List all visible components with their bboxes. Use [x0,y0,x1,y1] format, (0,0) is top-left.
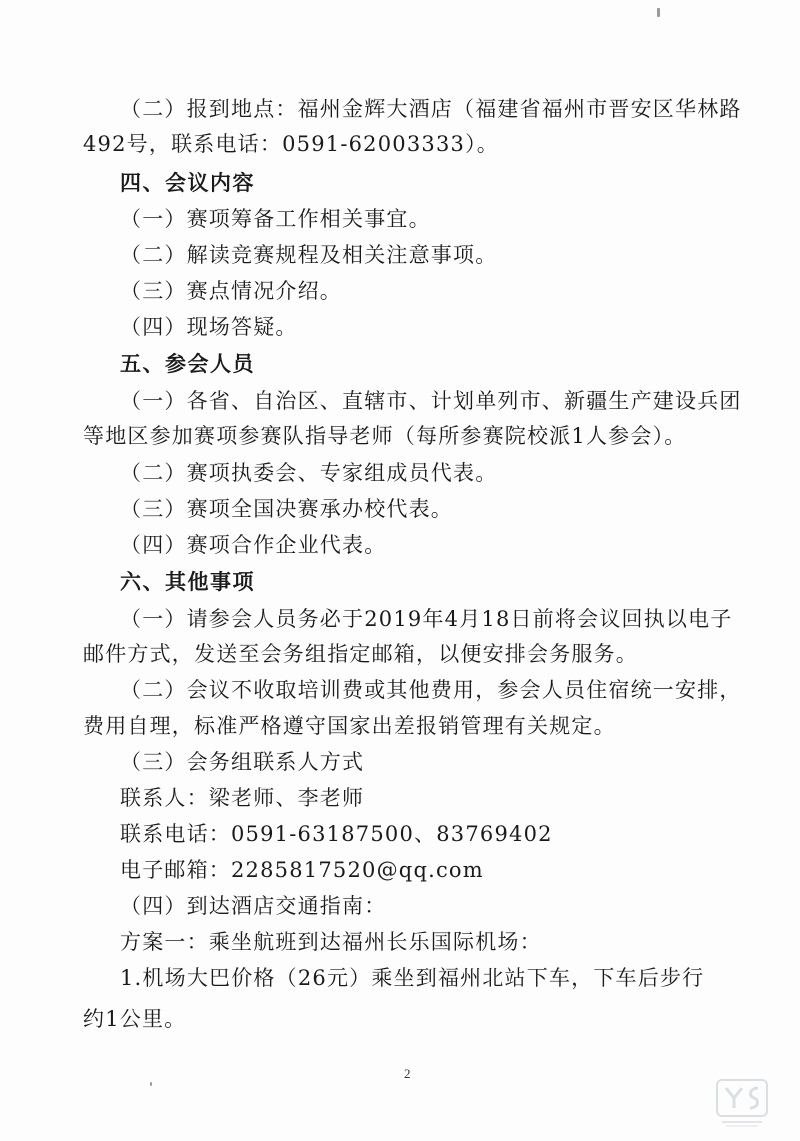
paragraph-line: （二）解读竞赛规程及相关注意事项。 [120,243,498,267]
paragraph-line: （三）赛点情况介绍。 [120,279,342,303]
paragraph-line: （一）赛项筹备工作相关事宜。 [120,207,431,231]
paragraph-line: （一）各省、自治区、直辖市、计划单列市、新疆生产建设兵团 [120,389,742,413]
scan-speck [150,1082,152,1086]
paragraph-line: 492号，联系电话：0591-62003333）。 [83,132,500,156]
paragraph-line: 邮件方式，发送至会务组指定邮箱，以便安排会务服务。 [83,642,638,666]
paragraph-line: （四）到达酒店交通指南： [120,894,387,918]
paragraph-line: 1.机场大巴价格（26元）乘坐到福州北站下车，下车后步行 [120,966,705,990]
section-heading: 四、会议内容 [120,171,255,195]
paragraph-line: （三）会务组联系人方式 [120,750,365,774]
paragraph-line: （二）赛项执委会、专家组成员代表。 [120,461,498,485]
publisher-stamp-icon [714,1074,770,1130]
paragraph-line: （二）会议不收取培训费或其他费用，参会人员住宿统一安排， [120,678,742,702]
paragraph-line: 联系电话：0591-63187500、83769402 [120,822,553,846]
section-heading: 五、参会人员 [120,352,255,376]
paragraph-line: 等地区参加赛项参赛队指导老师（每所参赛院校派1人参会）。 [83,424,687,448]
section-heading: 六、其他事项 [120,570,255,594]
paragraph-line: 费用自理，标准严格遵守国家出差报销管理有关规定。 [83,714,616,738]
paragraph-line: 电子邮箱：2285817520@qq.com [120,858,484,882]
paragraph-line: （四）现场答疑。 [120,315,298,339]
paragraph-line: （四）赛项合作企业代表。 [120,533,387,557]
scan-speck [657,8,660,17]
paragraph-line: 约1公里。 [83,1007,187,1031]
page-number: 2 [404,1066,411,1081]
paragraph-line: 联系人：梁老师、李老师 [120,786,365,810]
paragraph-line: 方案一：乘坐航班到达福州长乐国际机场： [120,930,542,954]
paragraph-line: （一）请参会人员务必于2019年4月18日前将会议回执以电子 [120,607,733,631]
paragraph-line: （二）报到地点：福州金辉大酒店（福建省福州市晋安区华林路 [120,97,742,121]
paragraph-line: （三）赛项全国决赛承办校代表。 [120,497,453,521]
